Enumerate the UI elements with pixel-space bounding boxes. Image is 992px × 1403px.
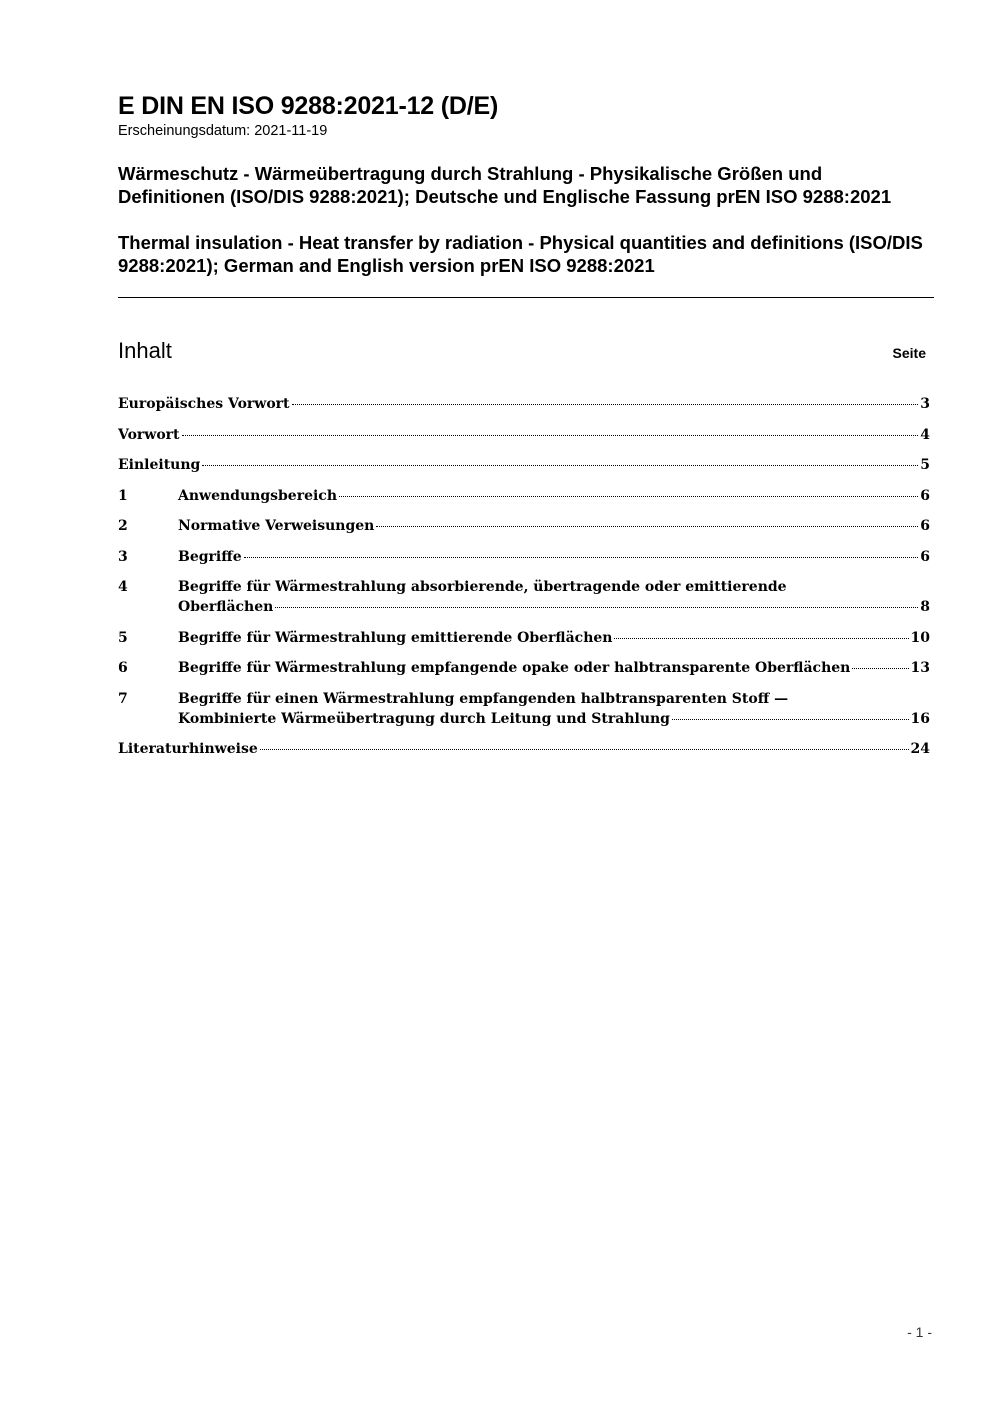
- table-of-contents: [118, 394, 930, 770]
- toc-entry-text: Begriffe: [178, 548, 242, 565]
- toc-leader-dots: [376, 526, 918, 527]
- toc-entry-number: 6: [118, 660, 128, 676]
- toc-entry-page: 10: [910, 629, 930, 646]
- toc-entry-number: 7: [118, 690, 128, 707]
- page-number: - 1 -: [907, 1324, 932, 1340]
- toc-entry-page: 13: [910, 660, 930, 676]
- toc-entry-text-line1: Begriffe für einen Wärmestrahlung empfangenden halbtransparenten Stoff —: [178, 690, 789, 707]
- toc-entry-text: Vorwort: [118, 426, 180, 443]
- toc-entry-page: 6: [920, 518, 930, 534]
- toc-entry-page: 16: [910, 710, 930, 727]
- toc-leader-dots: [244, 557, 919, 558]
- toc-entry-number: 2: [118, 518, 128, 534]
- toc-entry-text: Oberflächen: [178, 599, 274, 615]
- header-divider: [118, 297, 934, 298]
- toc-leader-dots: [672, 719, 909, 720]
- toc-entry-text: Anwendungsbereich: [178, 487, 337, 504]
- title-german: Wärmeschutz - Wärmeübertragung durch Strahlung - Physikalische Größen und Definitionen (ISO/DIS 9288:2021); Deutsche und Englische Fassung prEN ISO 9288:2021: [118, 163, 892, 207]
- toc-entry[interactable]: [118, 516, 930, 536]
- toc-entry-text: Europäisches Vorwort: [118, 396, 290, 412]
- toc-entry[interactable]: [118, 425, 930, 445]
- toc-leader-dots: [292, 404, 919, 405]
- toc-leader-dots: [339, 496, 918, 497]
- toc-entry[interactable]: [118, 486, 930, 506]
- document-id: E DIN EN ISO 9288:2021-12 (D/E): [118, 92, 499, 120]
- toc-entry-page: 24: [910, 741, 930, 757]
- toc-page-label: Seite: [892, 345, 926, 361]
- toc-entry-page: 4: [920, 426, 930, 443]
- toc-leader-dots: [852, 668, 908, 669]
- toc-entry-page: 8: [920, 599, 930, 615]
- toc-entry[interactable]: [118, 577, 930, 617]
- toc-entry[interactable]: [118, 628, 930, 648]
- toc-entry-page: 5: [920, 457, 930, 473]
- toc-entry-page: 6: [920, 487, 930, 504]
- toc-heading: [118, 336, 926, 366]
- toc-entry-number: 3: [118, 548, 128, 565]
- toc-leader-dots: [275, 607, 918, 608]
- publication-date: Erscheinungsdatum: 2021-11-19: [118, 123, 328, 139]
- toc-leader-dots: [614, 638, 908, 639]
- toc-leader-dots: [182, 435, 919, 436]
- toc-entry[interactable]: [118, 689, 930, 729]
- title-english: Thermal insulation - Heat transfer by radiation - Physical quantities and definitions (ISO/DIS 9288:2021); German and English version prEN ISO 9288:2021: [118, 232, 923, 276]
- toc-entry-text: Begriffe für Wärmestrahlung emittierende Oberflächen: [178, 629, 613, 646]
- toc-entry-text: Kombinierte Wärmeübertragung durch Leitung und Strahlung: [178, 710, 670, 727]
- toc-entry-number: 4: [118, 579, 128, 595]
- document-header: [118, 92, 934, 278]
- toc-entry[interactable]: [118, 739, 930, 759]
- toc-entry[interactable]: [118, 394, 930, 414]
- toc-leader-dots: [202, 465, 918, 466]
- toc-entry-number: 5: [118, 629, 128, 646]
- toc-entry-page: 6: [920, 548, 930, 565]
- toc-entry-text: Literaturhinweise: [118, 741, 258, 757]
- toc-leader-dots: [260, 749, 909, 750]
- toc-entry-text: Normative Verweisungen: [178, 518, 375, 534]
- toc-entry-number: 1: [118, 487, 128, 504]
- toc-title: Inhalt: [118, 338, 172, 363]
- toc-entry-page: 3: [920, 396, 930, 412]
- toc-entry[interactable]: [118, 455, 930, 475]
- toc-entry-text-line1: Begriffe für Wärmestrahlung absorbierende, übertragende oder emittierende: [178, 579, 787, 595]
- toc-entry-text: Begriffe für Wärmestrahlung empfangende opake oder halbtransparente Oberflächen: [178, 660, 851, 676]
- toc-entry-text: Einleitung: [118, 457, 201, 473]
- toc-entry[interactable]: [118, 658, 930, 678]
- toc-entry[interactable]: [118, 547, 930, 567]
